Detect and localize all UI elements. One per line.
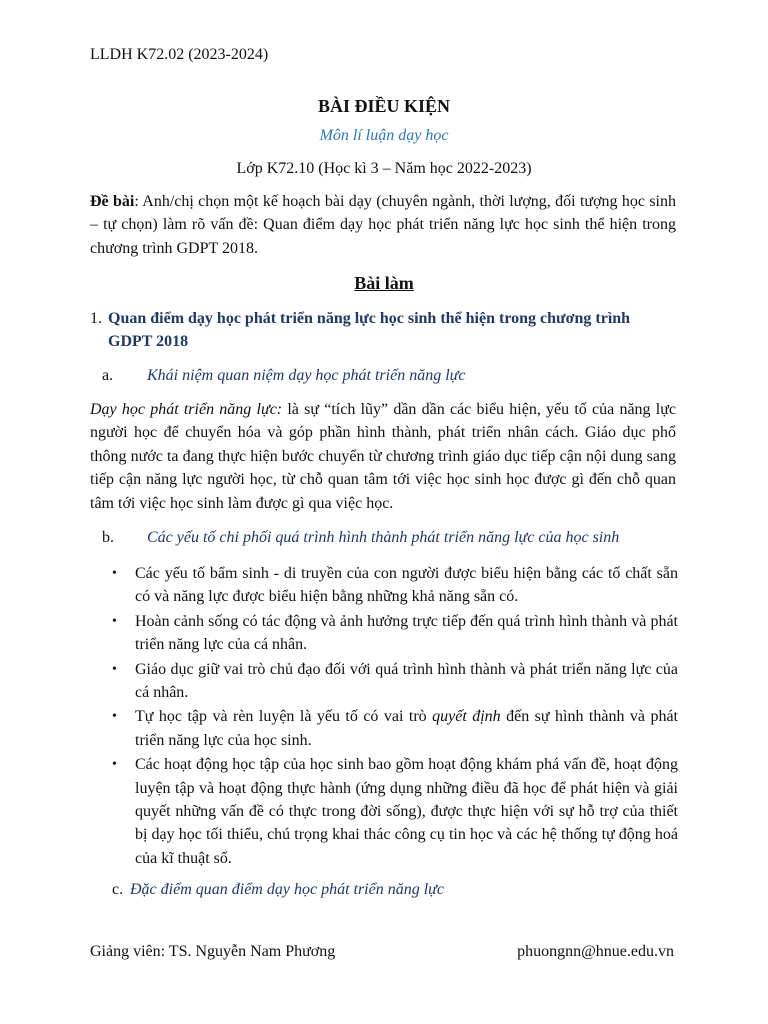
list-item-text: Các yếu tố bẩm sinh - di truyền của con người được biểu hiện bằng các tố chất sẵn có và năng lực được biểu hiện bằng những khả năng sẵn có. <box>135 565 678 606</box>
section-1-heading-text: Quan điểm dạy học phát triển năng lực học sinh thể hiện trong chương trình GDPT 2018 <box>108 310 631 350</box>
paragraph-a <box>90 398 676 515</box>
list-item-emphasis: quyết định <box>432 708 501 726</box>
subsection-b-label: b. <box>102 529 114 546</box>
section-1-heading <box>90 307 650 353</box>
page-header: LLDH K72.02 (2023-2024) <box>90 46 269 63</box>
subsection-a-label: a. <box>102 367 114 384</box>
list-item-text: Các hoạt động học tập của học sinh bao gồm hoạt động khám phá vấn đề, hoạt động luyện tập và hoạt động thực hành (ứng dụng những điều đã học để phát hiện và giải quyết những vấn đề có thực trong đời sống), được thực hiện với sự hỗ trợ của thiết bị dạy học tối thiểu, chú trọng khai thác công cụ tin học và các hệ thống tự động hoá của kĩ thuật số. <box>135 756 678 867</box>
bullet-icon: • <box>112 709 117 725</box>
bullet-icon: • <box>112 566 117 581</box>
assignment-text: : Anh/chị chọn một kế hoạch bài dạy (chuyên ngành, thời lượng, đối tượng học sinh – tự chọn) làm rõ vấn đề: Quan điểm dạy học phát triển năng lực học sinh thể hiện trong chương trình GDPT 2018. <box>90 193 677 257</box>
subsection-c-heading: Đặc điểm quan điểm dạy học phát triển năng lực <box>130 881 444 898</box>
list-item-text-end: đến sự hình thành và phát triển năng lực của học sinh. <box>135 708 679 749</box>
paragraph-a-term: Dạy học phát triển năng lực: <box>90 401 283 418</box>
list-item <box>112 610 678 657</box>
list-item <box>112 705 678 752</box>
document-title: BÀI ĐIỀU KIỆN <box>317 96 451 116</box>
paragraph-a-text: là sự “tích lũy” dần dần các biểu hiện, yếu tố của năng lực người học để chuyển hóa và góp phần hình thành, phát triển nhân cách. Giáo dục phổ thông nước ta đang thực hiện bước chuyển từ chương trình giáo dục tiếp cận nội dung sang tiếp cận năng lực người học, từ chỗ quan tâm tới việc học sinh học được gì đến chỗ quan tâm tới việc học sinh làm được gì qua việc học. <box>90 401 676 512</box>
bullet-icon: • <box>112 613 117 629</box>
list-item <box>112 658 678 705</box>
list-item-text: Giáo dục giữ vai trò chủ đạo đối với quá trình hình thành và phát triển năng lực của cá nhân. <box>135 660 678 702</box>
subsection-a-heading: Khái niệm quan niệm dạy học phát triển năng lực <box>147 367 466 384</box>
bullet-icon: • <box>112 757 117 773</box>
assignment-paragraph <box>90 190 676 260</box>
bullet-icon: • <box>112 661 117 677</box>
list-item-text: Tự học tập và rèn luyện là yếu tố có vai trò <box>135 708 433 726</box>
list-item-text: Hoàn cảnh sống có tác động và ảnh hưởng trực tiếp đến quá trình hình thành và phát triển năng lực của cá nhân. <box>135 612 678 654</box>
assignment-label: Đề bài <box>90 193 135 210</box>
footer-lecturer: Giảng viên: TS. Nguyễn Nam Phương <box>90 943 336 960</box>
document-subtitle: Môn lí luận dạy học <box>319 127 449 144</box>
list-item <box>112 562 678 609</box>
subsection-c-label: c. <box>112 881 124 898</box>
subsection-b-heading: Các yếu tố chi phối quá trình hình thành phát triển năng lực của học sinh <box>147 529 620 546</box>
factors-bullet-list <box>112 562 678 871</box>
list-item <box>112 753 678 870</box>
footer-email: phuongnn@hnue.edu.vn <box>517 943 674 960</box>
section-1-number: 1. <box>90 310 102 327</box>
class-info: Lớp K72.10 (Học kì 3 – Năm học 2022-2023) <box>236 160 532 177</box>
section-title: Bài làm <box>354 273 414 293</box>
